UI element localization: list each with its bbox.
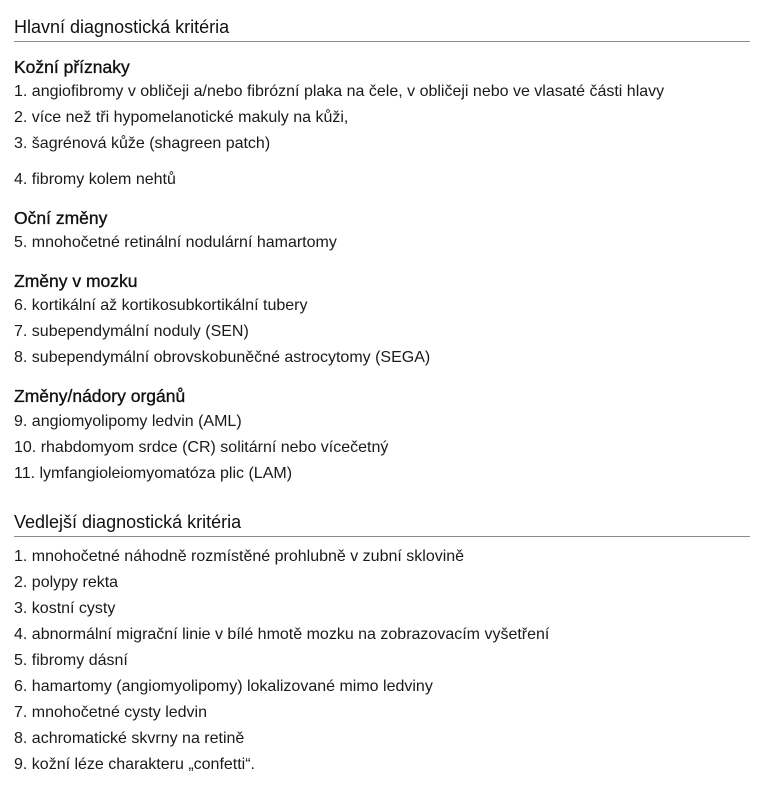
list-item: 7. mnohočetné cysty ledvin xyxy=(14,704,207,721)
list-item: 4. abnormální migrační linie v bílé hmotě mozku na zobrazovacím vyšetření xyxy=(14,626,550,643)
list-item: 11. lymfangioleiomyomatóza plic (LAM) xyxy=(14,465,293,482)
list-item: 9. kožní léze charakteru „confetti“. xyxy=(14,756,255,773)
group-title-organs: Změny/nádory orgánů xyxy=(14,386,186,406)
group-title-brain: Změny v mozku xyxy=(14,271,138,291)
major-criteria-heading: Hlavní diagnostická kritéria xyxy=(14,16,750,42)
list-item: 10. rhabdomyom srdce (CR) solitární nebo vícečetný xyxy=(14,439,389,456)
list-item: 3. kostní cysty xyxy=(14,600,116,617)
list-item: 1. mnohočetné náhodně rozmístěné prohlubně v zubní sklovině xyxy=(14,548,465,565)
list-item: 4. fibromy kolem nehtů xyxy=(14,171,176,188)
list-item: 5. fibromy dásní xyxy=(14,652,128,669)
list-item: 3. šagrénová kůže (shagreen patch) xyxy=(14,135,271,152)
list-item: 8. achromatické skvrny na retině xyxy=(14,730,245,747)
list-item: 7. subependymální noduly (SEN) xyxy=(14,323,249,340)
group-title-skin: Kožní příznaky xyxy=(14,57,130,77)
list-item: 1. angiofibromy v obličeji a/nebo fibrózní plaka na čele, v obličeji nebo ve vlasaté části hlavy xyxy=(14,83,665,100)
list-item: 6. hamartomy (angiomyolipomy) lokalizované mimo ledviny xyxy=(14,678,433,695)
list-item: 2. polypy rekta xyxy=(14,574,119,591)
list-item: 5. mnohočetné retinální nodulární hamartomy xyxy=(14,234,337,251)
minor-criteria-heading: Vedlejší diagnostická kritéria xyxy=(14,511,750,537)
group-title-eye: Oční změny xyxy=(14,208,108,228)
list-item: 2. více než tři hypomelanotické makuly na kůži, xyxy=(14,109,349,126)
list-item: 6. kortikální až kortikosubkortikální tubery xyxy=(14,297,308,314)
list-item: 8. subependymální obrovskobuněčné astrocytomy (SEGA) xyxy=(14,349,431,366)
list-item: 9. angiomyolipomy ledvin (AML) xyxy=(14,413,242,430)
